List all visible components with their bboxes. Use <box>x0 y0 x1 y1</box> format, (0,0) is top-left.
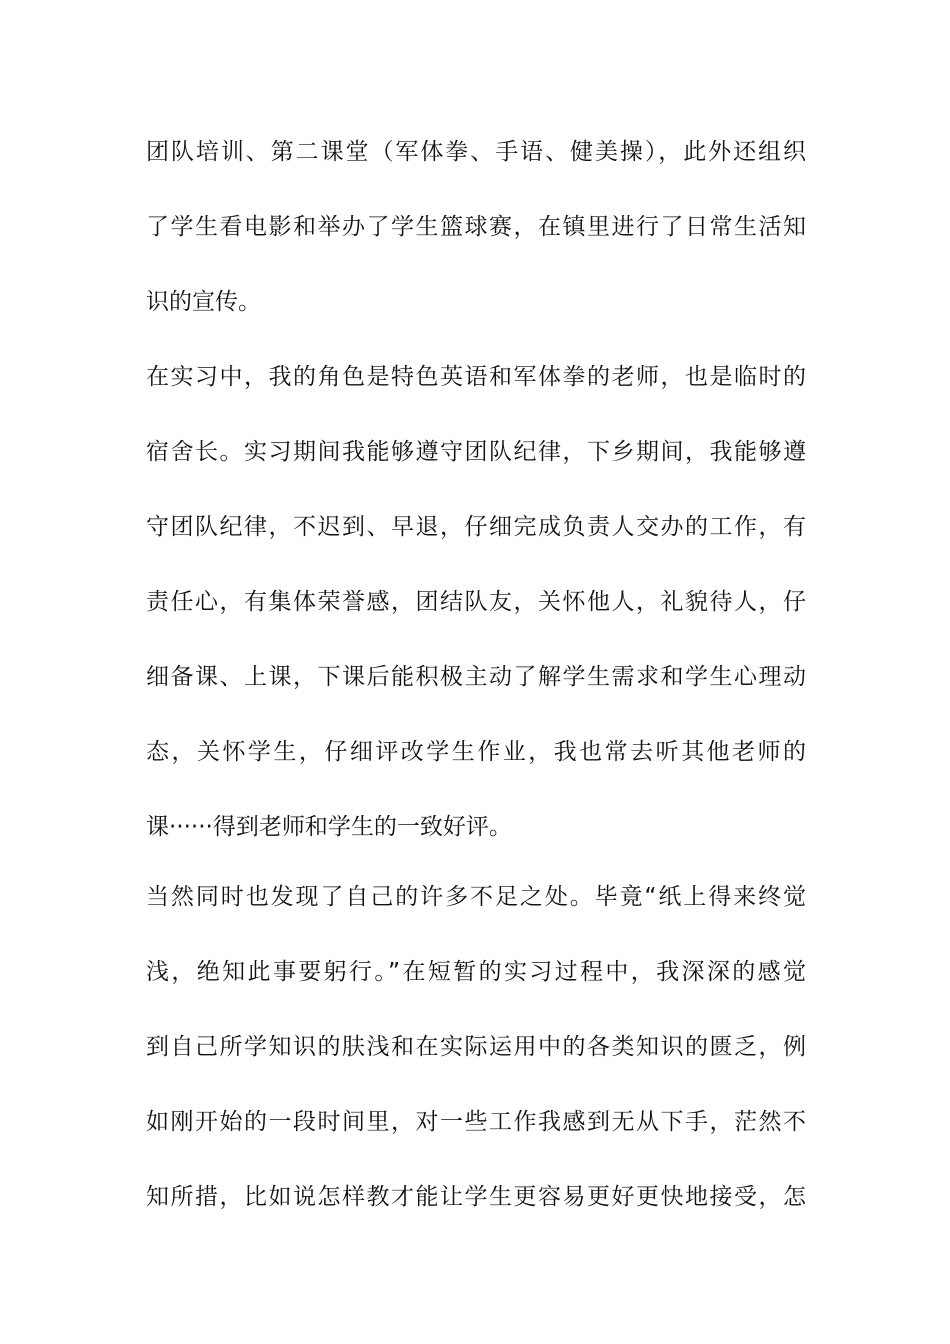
paragraph-2-line-2: 宿舍长。实习期间我能够遵守团队纪律，下乡期间，我能够遵 <box>146 439 806 465</box>
paragraph-2-line-7: 课······得到老师和学生的一致好评。 <box>146 814 512 840</box>
paragraph-3-line-5: 知所措，比如说怎样教才能让学生更容易更好更快地接受，怎 <box>146 1184 806 1210</box>
paragraph-2-line-4: 责任心，有集体荣誉感，团结队友，关怀他人，礼貌待人，仔 <box>146 589 806 615</box>
paragraph-2-line-6: 态，关怀学生，仔细评改学生作业，我也常去听其他老师的 <box>146 739 806 765</box>
paragraph-2-line-3: 守团队纪律，不迟到、早退，仔细完成负责人交办的工作，有 <box>146 514 806 540</box>
paragraph-1-line-3: 识的宣传。 <box>146 289 261 315</box>
paragraph-1-line-1: 团队培训、第二课堂（军体拳、手语、健美操），此外还组织 <box>146 139 806 165</box>
paragraph-3-line-1: 当然同时也发现了自己的许多不足之处。毕竟“纸上得来终觉 <box>146 884 806 910</box>
paragraph-2-line-1: 在实习中，我的角色是特色英语和军体拳的老师，也是临时的 <box>146 364 806 390</box>
paragraph-3-line-4: 如刚开始的一段时间里，对一些工作我感到无从下手，茫然不 <box>146 1109 806 1135</box>
paragraph-3-line-3: 到自己所学知识的肤浅和在实际运用中的各类知识的匮乏，例 <box>146 1034 806 1060</box>
paragraph-3-line-2: 浅，绝知此事要躬行。”在短暂的实习过程中，我深深的感觉 <box>146 959 806 985</box>
paragraph-1-line-2: 了学生看电影和举办了学生篮球赛，在镇里进行了日常生活知 <box>146 214 806 240</box>
paragraph-2-line-5: 细备课、上课，下课后能积极主动了解学生需求和学生心理动 <box>146 664 806 690</box>
